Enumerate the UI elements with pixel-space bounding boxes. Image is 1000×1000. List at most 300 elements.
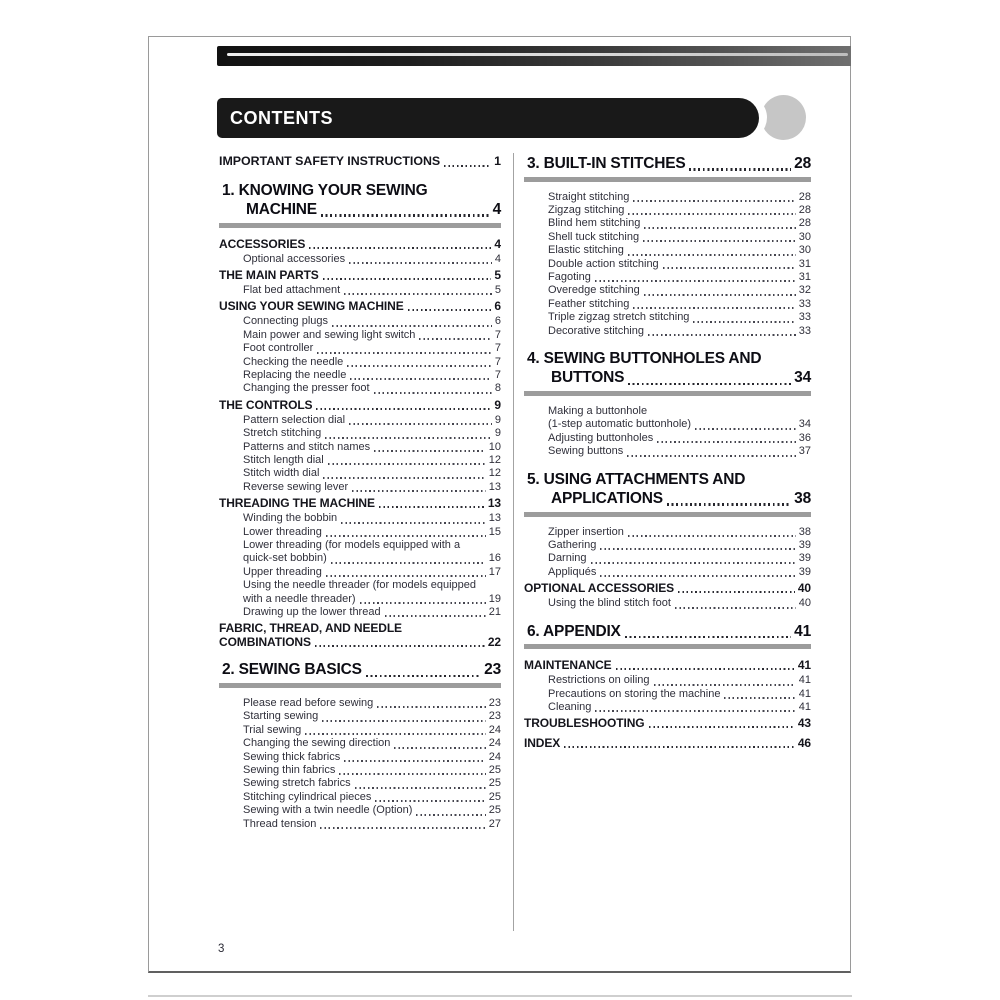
section-underline-bar — [219, 683, 501, 688]
crescent-moon-decoration — [761, 95, 806, 140]
toc-entry-page: 41 — [798, 700, 811, 713]
toc-entry-page: 17 — [488, 565, 501, 578]
toc-entry-label: Stitch length dial — [243, 453, 324, 466]
toc-entry — [219, 621, 501, 649]
dot-leader — [347, 365, 492, 367]
toc-entry-row — [219, 427, 501, 440]
toc-entry-page: 24 — [488, 737, 501, 750]
toc-entry-page: 28 — [798, 190, 811, 203]
dot-leader — [693, 321, 795, 323]
toc-entry-row — [219, 329, 501, 342]
toc-entry-page: 31 — [798, 257, 811, 270]
toc-entry-row — [524, 597, 811, 610]
toc-entry-row — [524, 581, 811, 595]
toc-entry — [524, 432, 811, 445]
dot-leader — [344, 293, 492, 295]
toc-entry — [219, 315, 501, 328]
toc-entry-row — [219, 660, 501, 680]
dot-leader — [695, 428, 796, 430]
toc-entry-row — [524, 191, 811, 204]
toc-entry — [219, 414, 501, 427]
toc-entry-label: TROUBLESHOOTING — [524, 716, 645, 731]
dot-leader — [321, 214, 490, 216]
toc-entry-label: Checking the needle — [243, 355, 344, 368]
toc-entry-row — [524, 445, 811, 458]
toc-entry-page: 40 — [798, 597, 811, 610]
toc-entry-label: Optional accessories — [243, 252, 346, 265]
toc-entry-label: (1-step automatic buttonhole) — [548, 418, 692, 431]
toc-entry-label: with a needle threader) — [243, 592, 356, 605]
toc-entry-row — [219, 764, 501, 777]
section-underline-bar — [524, 644, 811, 649]
toc-entry-row — [524, 539, 811, 552]
toc-entry-page: 41 — [798, 674, 811, 687]
toc-entry — [219, 342, 501, 355]
toc-entry-label: Stitching cylindrical pieces — [243, 790, 372, 803]
toc-entry-label: Restrictions on oiling — [548, 674, 650, 687]
toc-entry-row — [524, 470, 811, 490]
toc-entry-page: 1 — [494, 154, 501, 168]
toc-entry-row — [219, 539, 501, 552]
toc-section — [524, 470, 811, 517]
toc-entry-label: Replacing the needle — [243, 368, 347, 381]
toc-entry-page: 12 — [488, 467, 501, 480]
toc-entry-row — [219, 606, 501, 619]
toc-entry-row — [219, 791, 501, 804]
toc-entry-label: Appliqués — [548, 565, 597, 578]
dot-leader — [408, 309, 492, 311]
toc-entry-row — [219, 268, 501, 282]
toc-entry-page: 4 — [492, 201, 501, 218]
toc-entry — [219, 454, 501, 467]
toc-entry — [524, 526, 811, 539]
toc-entry-label: Lower threading — [243, 525, 322, 538]
toc-entry — [524, 191, 811, 204]
toc-entry-row — [524, 298, 811, 311]
toc-entry-label: 4. SEWING BUTTONHOLES AND — [527, 349, 762, 367]
toc-entry-row — [524, 258, 811, 271]
toc-entry-label: Gathering — [548, 539, 597, 551]
toc-entry-label: Changing the presser foot — [243, 382, 370, 395]
toc-entry-page: 28 — [798, 217, 811, 230]
toc-entry-row — [524, 271, 811, 284]
toc-entry-row — [219, 526, 501, 539]
toc-entry — [219, 579, 501, 606]
toc-section — [524, 154, 811, 182]
toc-entry — [219, 804, 501, 817]
toc-entry — [219, 724, 501, 737]
toc-entry — [219, 237, 501, 251]
toc-section — [524, 622, 811, 650]
dot-leader — [374, 450, 486, 452]
toc-entry-page: 43 — [797, 716, 811, 731]
toc-entry-page: 5 — [494, 283, 501, 296]
toc-entry-row — [524, 552, 811, 565]
toc-entry-label: Feather stitching — [548, 297, 630, 310]
toc-entry — [219, 154, 501, 169]
dot-leader — [352, 490, 486, 492]
toc-entry-row — [524, 325, 811, 338]
toc-entry-page: 38 — [798, 525, 811, 538]
dot-leader — [360, 602, 486, 604]
toc-entry-page: 10 — [488, 440, 501, 453]
toc-entry-row — [219, 299, 501, 313]
toc-entry-row — [219, 382, 501, 395]
toc-entry-row — [524, 231, 811, 244]
toc-entry-label: Straight stitching — [548, 190, 630, 203]
toc-entry-row — [524, 489, 811, 509]
toc-entry-label: Darning — [548, 552, 587, 565]
toc-section — [219, 181, 501, 228]
toc-entry-row — [219, 724, 501, 737]
toc-entry-page: 33 — [798, 297, 811, 310]
toc-entry-page: 46 — [797, 736, 811, 751]
toc-entry-page: 27 — [488, 817, 501, 830]
toc-entry-page: 23 — [488, 710, 501, 723]
toc-entry-label: Using the blind stitch foot — [548, 597, 671, 610]
toc-entry — [219, 606, 501, 619]
dot-leader — [323, 278, 492, 280]
toc-entry-page: 41 — [797, 658, 811, 673]
toc-entry — [524, 311, 811, 324]
dot-leader — [595, 710, 795, 712]
dot-leader — [366, 675, 481, 677]
toc-entry-row — [219, 804, 501, 817]
toc-entry-page: 28 — [794, 155, 811, 172]
toc-entry-row — [219, 414, 501, 427]
dot-leader — [643, 240, 796, 242]
toc-entry-row — [524, 622, 811, 642]
toc-entry-row — [219, 635, 501, 649]
toc-entry-row — [524, 566, 811, 579]
toc-entry-label: Stitch width dial — [243, 467, 320, 480]
toc-entry-label: Decorative stitching — [548, 324, 644, 337]
toc-entry-row — [219, 356, 501, 369]
toc-entry-label: ACCESSORIES — [219, 236, 306, 251]
toc-entry-row — [524, 716, 811, 730]
dot-leader — [675, 607, 796, 609]
toc-entry — [219, 356, 501, 369]
toc-entry-row — [524, 217, 811, 230]
toc-entry-label: MACHINE — [246, 201, 317, 218]
toc-entry-row — [524, 311, 811, 324]
toc-entry — [219, 441, 501, 454]
dot-leader — [394, 747, 485, 749]
toc-entry-page: 9 — [494, 397, 501, 412]
toc-entry-page: 38 — [794, 490, 811, 508]
toc-entry-row — [524, 736, 811, 750]
dot-leader — [416, 814, 485, 816]
toc-entry-page: 24 — [488, 723, 501, 736]
dot-leader — [374, 392, 492, 394]
toc-entry-page: 23 — [484, 661, 501, 679]
toc-entry-row — [524, 405, 811, 418]
dot-leader — [591, 562, 796, 564]
toc-entry-label: Connecting plugs — [243, 315, 329, 328]
toc-entry-page: 28 — [798, 203, 811, 216]
dot-leader — [341, 522, 486, 524]
dot-leader — [316, 408, 491, 410]
toc-entry-label: THREADING THE MACHINE — [219, 496, 375, 511]
dot-leader — [317, 352, 492, 354]
toc-entry — [524, 284, 811, 297]
toc-entry-row — [524, 154, 811, 174]
toc-entry — [524, 271, 811, 284]
toc-entry-page: 41 — [794, 622, 811, 640]
toc-entry-page: 4 — [494, 236, 501, 251]
dot-leader — [379, 506, 485, 508]
toc-entry-row — [219, 481, 501, 494]
toc-entry-row — [524, 658, 811, 672]
toc-entry-label: Stretch stitching — [243, 427, 322, 440]
toc-entry-label: Changing the sewing direction — [243, 737, 391, 750]
dot-leader — [309, 247, 491, 249]
dot-leader — [654, 684, 796, 686]
toc-entry — [524, 217, 811, 230]
dot-leader — [633, 200, 795, 202]
dot-leader — [328, 463, 486, 465]
dot-leader — [325, 437, 492, 439]
toc-entry-page: 40 — [797, 581, 811, 596]
toc-entry-page: 39 — [798, 552, 811, 565]
toc-entry-row — [524, 701, 811, 714]
toc-entry — [219, 512, 501, 525]
toc-entry-row — [219, 593, 501, 606]
toc-entry-row — [524, 284, 811, 297]
toc-entry — [524, 688, 811, 701]
toc-entry-page: 36 — [798, 431, 811, 444]
toc-entry-page: 9 — [494, 413, 501, 426]
toc-entry-label: Reverse sewing lever — [243, 480, 349, 493]
dot-leader — [649, 726, 795, 728]
dot-leader — [678, 591, 795, 593]
dot-leader — [444, 165, 491, 167]
toc-entry-label: Cleaning — [548, 700, 592, 713]
toc-entry-row — [524, 674, 811, 687]
toc-entry-row — [219, 512, 501, 525]
toc-entry-label: BUTTONS — [551, 369, 625, 387]
toc-entry-page: 5 — [494, 267, 501, 282]
dot-leader — [375, 800, 485, 802]
toc-entry-page: 33 — [798, 324, 811, 337]
toc-entry-row — [219, 710, 501, 723]
toc-entry — [219, 539, 501, 566]
toc-entry-label: 1. KNOWING YOUR SEWING — [222, 181, 428, 199]
toc-entry-label: 5. USING ATTACHMENTS AND — [527, 470, 746, 488]
dot-leader — [326, 535, 486, 537]
toc-entry — [219, 710, 501, 723]
toc-entry-row — [219, 621, 501, 635]
toc-entry — [219, 496, 501, 510]
top-gradient-rule — [217, 46, 851, 66]
toc-entry — [219, 268, 501, 282]
toc-entry — [524, 552, 811, 565]
toc-entry — [219, 818, 501, 831]
dot-leader — [350, 378, 492, 380]
dot-leader — [564, 746, 795, 748]
toc-entry — [524, 258, 811, 271]
dot-leader — [628, 383, 791, 385]
toc-entry-label: Blind hem stitching — [548, 217, 641, 230]
toc-entry-page: 6 — [494, 315, 501, 328]
toc-entry-row — [524, 418, 811, 431]
dot-leader — [385, 615, 486, 617]
toc-entry-page: 25 — [488, 777, 501, 790]
toc-entry-label: Elastic stitching — [548, 244, 624, 257]
toc-entry-label: Sewing stretch fabrics — [243, 777, 351, 790]
dot-leader — [305, 733, 485, 735]
toc-entry-row — [219, 496, 501, 510]
toc-entry — [219, 526, 501, 539]
dot-leader — [349, 262, 492, 264]
toc-entry — [219, 751, 501, 764]
toc-entry-row — [524, 204, 811, 217]
toc-entry-label: Making a buttonhole — [548, 404, 648, 417]
toc-entry — [524, 405, 811, 432]
toc-entry-label: APPLICATIONS — [551, 490, 663, 508]
dot-leader — [349, 423, 492, 425]
dot-leader — [644, 227, 795, 229]
toc-entry-page: 39 — [798, 565, 811, 578]
dot-leader — [628, 213, 795, 215]
toc-entry-label: Zipper insertion — [548, 525, 624, 538]
toc-entry-label: THE MAIN PARTS — [219, 267, 319, 282]
toc-entry-row — [219, 467, 501, 480]
dot-leader — [600, 548, 795, 550]
dot-leader — [628, 254, 796, 256]
toc-entry — [219, 284, 501, 297]
toc-column-right — [524, 154, 811, 750]
contents-banner — [217, 98, 759, 138]
toc-entry-row — [219, 777, 501, 790]
dot-leader — [648, 334, 796, 336]
toc-entry — [219, 329, 501, 342]
toc-entry — [524, 566, 811, 579]
toc-entry-page: 23 — [488, 696, 501, 709]
toc-entry-row — [219, 441, 501, 454]
toc-entry — [219, 369, 501, 382]
dot-leader — [315, 645, 485, 647]
toc-entry — [219, 737, 501, 750]
toc-column-left — [219, 154, 501, 831]
toc-entry-label: Please read before sewing — [243, 696, 374, 709]
toc-entry-row — [219, 579, 501, 592]
column-divider — [513, 153, 514, 931]
toc-entry-label: FABRIC, THREAD, AND NEEDLE — [219, 621, 402, 636]
dot-leader — [644, 294, 796, 296]
toc-entry-page: 13 — [487, 496, 501, 511]
toc-entry-row — [219, 253, 501, 266]
toc-entry-page: 25 — [488, 763, 501, 776]
toc-entry-label: Double action stitching — [548, 257, 659, 270]
toc-entry-page: 7 — [494, 342, 501, 355]
section-underline-bar — [219, 223, 501, 228]
toc-entry-row — [219, 454, 501, 467]
toc-entry-row — [524, 368, 811, 388]
dot-leader — [377, 706, 486, 708]
toc-entry-row — [219, 284, 501, 297]
toc-entry-page: 21 — [488, 606, 501, 619]
toc-entry-label: Lower threading (for models equipped with a — [243, 539, 461, 551]
toc-entry — [524, 597, 811, 610]
section-underline-bar — [524, 177, 811, 182]
dot-leader — [331, 562, 486, 564]
toc-entry-page: 24 — [488, 750, 501, 763]
toc-entry — [524, 716, 811, 730]
toc-entry-label: Starting sewing — [243, 710, 319, 723]
manual-contents-page — [148, 36, 851, 973]
toc-entry-page: 34 — [798, 418, 811, 431]
toc-entry-page: 25 — [488, 804, 501, 817]
toc-entry-label: Flat bed attachment — [243, 283, 341, 296]
toc-section — [524, 349, 811, 396]
toc-entry-page: 7 — [494, 368, 501, 381]
toc-entry-page: 4 — [494, 252, 501, 265]
toc-entry — [524, 325, 811, 338]
page-number: 3 — [218, 943, 225, 955]
bottom-separator-line — [148, 995, 852, 997]
dot-leader — [326, 575, 486, 577]
dot-leader — [627, 455, 796, 457]
toc-entry-row — [219, 818, 501, 831]
toc-entry-label: Overedge stitching — [548, 284, 640, 297]
toc-entry-row — [524, 349, 811, 369]
toc-entry-page: 9 — [494, 427, 501, 440]
dot-leader — [633, 307, 795, 309]
toc-entry-page: 37 — [798, 445, 811, 458]
toc-entry-label: Adjusting buttonholes — [548, 431, 654, 444]
toc-entry — [219, 467, 501, 480]
toc-entry — [524, 736, 811, 750]
toc-entry-label: 2. SEWING BASICS — [222, 661, 362, 679]
toc-entry — [524, 674, 811, 687]
toc-entry-page: 33 — [798, 311, 811, 324]
section-underline-bar — [524, 391, 811, 396]
toc-entry-row — [219, 369, 501, 382]
dot-leader — [320, 827, 485, 829]
toc-entry — [524, 244, 811, 257]
toc-entry-row — [219, 200, 501, 220]
toc-entry-row — [219, 181, 501, 201]
toc-entry-page: 13 — [488, 512, 501, 525]
toc-entry-page: 32 — [798, 284, 811, 297]
toc-entry-label: Winding the bobbin — [243, 512, 338, 525]
toc-entry-label: Main power and sewing light switch — [243, 328, 416, 341]
toc-entry-page: 41 — [798, 687, 811, 700]
toc-entry-label: Sewing thick fabrics — [243, 750, 341, 763]
toc-entry — [524, 204, 811, 217]
toc-entry — [219, 299, 501, 313]
toc-entry-page: 19 — [488, 592, 501, 605]
toc-entry-row — [524, 432, 811, 445]
top-rule-highlight-line — [227, 53, 848, 56]
dot-leader — [628, 535, 796, 537]
toc-entry-row — [219, 237, 501, 251]
toc-entry-page: 34 — [794, 369, 811, 387]
toc-entry-label: 6. APPENDIX — [527, 622, 621, 640]
toc-entry-label: Sewing thin fabrics — [243, 763, 336, 776]
toc-entry — [219, 427, 501, 440]
toc-entry-label: Trial sewing — [243, 723, 302, 736]
toc-entry-page: 16 — [488, 552, 501, 565]
dot-leader — [595, 280, 796, 282]
dot-leader — [600, 575, 795, 577]
toc-entry-page: 7 — [494, 355, 501, 368]
toc-entry-label: Drawing up the lower thread — [243, 606, 381, 619]
toc-entry-row — [524, 244, 811, 257]
toc-entry — [524, 701, 811, 714]
dot-leader — [332, 325, 492, 327]
